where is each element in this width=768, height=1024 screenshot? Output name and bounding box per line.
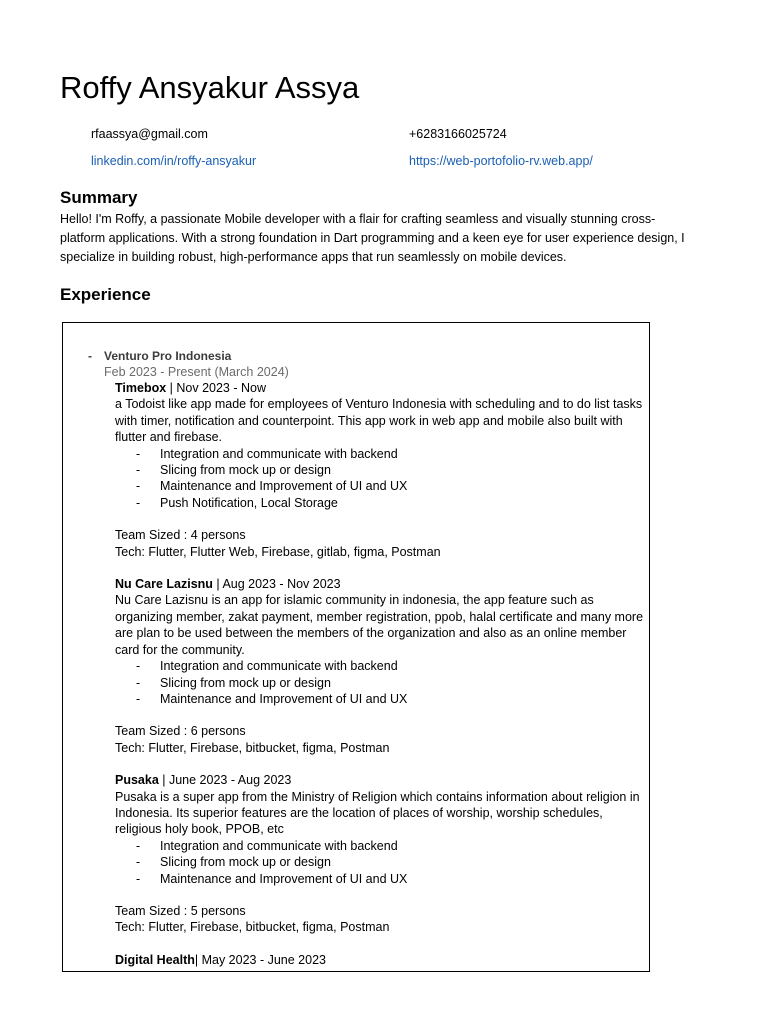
project-description: a Todoist like app made for employees of Venturo Indonesia with scheduling and to do list tasks with timer, notification and counterpoint. This app work in web app and mobile also built with flutter and firebase.: [115, 397, 643, 445]
project-bullets: [115, 658, 645, 707]
tech-stack: Tech: Flutter, Firebase, bitbucket, figma, Postman: [115, 740, 390, 755]
project-nu-care: [115, 576, 645, 756]
list-item: [115, 871, 645, 887]
project-name: Timebox: [115, 381, 167, 395]
bullet-dash: -: [136, 691, 141, 706]
project-description: Nu Care Lazisnu is an app for islamic community in indonesia, the app feature such as organizing member, zakat payment, member registration, ppob, halal certificate and many more are plan to be used between the members of the organization and also as an online member card for the community.: [115, 593, 644, 657]
experience-box: [62, 322, 650, 972]
company-name: Venturo Pro Indonesia: [104, 349, 232, 363]
list-item: [115, 446, 645, 462]
bullet-text: Slicing from mock up or design: [160, 463, 331, 478]
project-list: [115, 380, 645, 972]
list-item: [115, 675, 645, 691]
bullet-text: Integration and communicate with backend: [160, 446, 398, 461]
bullet-text: Slicing from mock up or design: [160, 855, 331, 870]
team-size: Team Sized : 4 persons: [115, 528, 246, 543]
project-description: Pusaka is a super app from the Ministry of Religion which contains information about religion in Indonesia. Its superior features are the location of places of worship, worship schedules, religious holy book, PPOB, etc: [115, 789, 640, 837]
project-title: [115, 952, 645, 968]
bullet-text: Maintenance and Improvement of UI and UX: [160, 871, 408, 886]
project-dates: | Aug 2023 - Nov 2023: [212, 577, 341, 592]
list-item: [115, 658, 645, 674]
list-item: [115, 495, 645, 511]
bullet-dash: -: [136, 675, 141, 690]
project-dates: | June 2023 - Aug 2023: [158, 773, 292, 788]
project-dates: | May 2023 - June 2023: [194, 952, 326, 967]
summary-text: Hello! I'm Roffy, a passionate Mobile developer with a flair for crafting seamless and visually stunning cross-platform applications. With a strong foundation in Dart programming and a keen eye for user experience design, I specialize in building robust, high-performance apps that run seamlessly on mobile devices.: [60, 212, 685, 264]
resume-name: Roffy Ansyakur Assya: [60, 70, 360, 105]
bullet-dash: -: [136, 446, 141, 461]
project-name: Digital Health: [115, 952, 195, 967]
linkedin-link[interactable]: linkedin.com/in/roffy-ansyakur: [91, 154, 257, 168]
bullet-dash: -: [136, 463, 141, 478]
company-period: Feb 2023 - Present (March 2024): [104, 365, 289, 379]
bullet-text: Integration and communicate with backend: [160, 838, 398, 853]
company-dash: -: [88, 349, 92, 363]
project-title: [115, 576, 645, 592]
list-item: [115, 691, 645, 707]
project-title: [115, 380, 645, 396]
project-bullets: [115, 838, 645, 887]
email-text: rfaassya@gmail.com: [91, 127, 208, 141]
list-item: [115, 838, 645, 854]
company-entry: [88, 348, 231, 364]
list-item: [115, 478, 645, 494]
project-bullets: [115, 446, 645, 512]
project-name: Nu Care Lazisnu: [115, 577, 213, 592]
project-dates: | Nov 2023 - Now: [166, 381, 266, 395]
project-timebox: [115, 380, 645, 560]
summary-heading: Summary: [60, 188, 138, 207]
tech-stack: Tech: Flutter, Firebase, bitbucket, figma, Postman: [115, 920, 390, 935]
tech-stack: Tech: Flutter, Flutter Web, Firebase, gitlab, figma, Postman: [115, 544, 441, 559]
list-item: [115, 854, 645, 870]
bullet-text: Integration and communicate with backend: [160, 659, 398, 674]
bullet-text: Push Notification, Local Storage: [160, 495, 338, 510]
list-item: [115, 462, 645, 478]
project-digital-health: [115, 952, 645, 968]
project-name: Pusaka: [115, 773, 159, 788]
bullet-dash: -: [136, 838, 141, 853]
bullet-dash: -: [136, 479, 141, 494]
project-title: [115, 772, 645, 788]
bullet-text: Maintenance and Improvement of UI and UX: [160, 479, 408, 494]
bullet-dash: -: [136, 495, 141, 510]
experience-heading: Experience: [60, 285, 151, 304]
team-size: Team Sized : 5 persons: [115, 903, 246, 918]
bullet-text: Maintenance and Improvement of UI and UX: [160, 691, 408, 706]
bullet-dash: -: [136, 659, 141, 674]
portfolio-link[interactable]: https://web-portofolio-rv.web.app/: [409, 154, 593, 168]
team-size: Team Sized : 6 persons: [115, 724, 246, 739]
bullet-dash: -: [136, 855, 141, 870]
bullet-text: Slicing from mock up or design: [160, 675, 331, 690]
bullet-dash: -: [136, 871, 141, 886]
project-pusaka: [115, 772, 645, 936]
phone-text: +6283166025724: [409, 127, 507, 141]
